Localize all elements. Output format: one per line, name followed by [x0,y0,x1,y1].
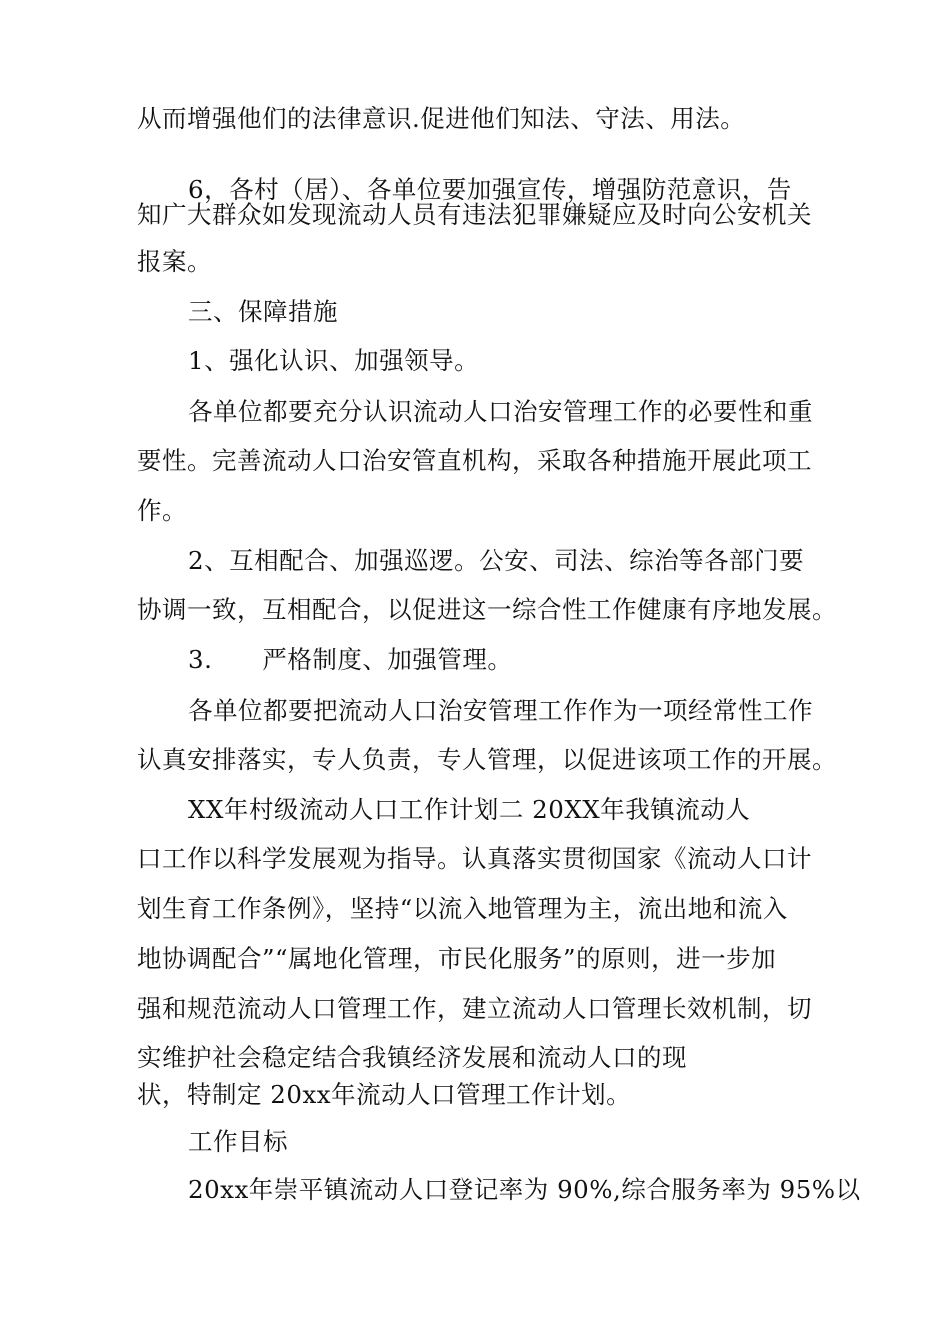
text-line: 从而增强他们的法律意识.促进他们知法、守法、用法。 [137,104,746,133]
text-line: 认真安排落实，专人负责，专人管理，以促进该项工作的开展。 [137,745,837,774]
text-line: 6，各村（居）、各单位要加强宣传，增强防范意识，告 [188,175,792,204]
subsection-heading: 2、互相配合、加强巡逻。公安、司法、综治等各部门要 [188,546,805,575]
text-line: 协调一致，互相配合，以促进这一综合性工作健康有序地发展。 [137,595,837,624]
text-line: 20xx年崇平镇流动人口登记率为 90%,综合服务率为 95%以 [188,1175,861,1204]
text-line: 口工作以科学发展观为指导。认真落实贯彻国家《流动人口计 [137,844,812,873]
text-line: 地协调配合”“属地化管理，市民化服务”的原则，进一步加 [137,944,777,973]
section-heading: 工作目标 [188,1127,288,1156]
text-line: 要性。完善流动人口治安管直机构，采取各种措施开展此项工 [137,446,812,475]
text-line: 报案。 [137,247,212,276]
text-line: 实维护社会稳定结合我镇经济发展和流动人口的现 [137,1043,687,1072]
text-line: 状，特制定 20xx年流动人口管理工作计划。 [137,1080,632,1109]
text-line: 知广大群众如发现流动人员有违法犯罪嫌疑应及时向公安机关 [137,200,812,229]
text-line: XX年村级流动人口工作计划二 20XX年我镇流动人 [188,795,751,824]
text-line: 各单位都要把流动人口治安管理工作作为一项经常性工作 [188,696,813,725]
subsection-heading: 1、强化认识、加强领导。 [188,346,480,375]
subsection-heading: 3. 严格制度、加强管理。 [188,645,513,674]
text-line: 作。 [137,496,187,525]
section-heading: 三、保障措施 [188,297,338,326]
text-line: 各单位都要充分认识流动人口治安管理工作的必要性和重 [188,397,813,426]
text-line: 强和规范流动人口管理工作，建立流动人口管理长效机制，切 [137,994,812,1023]
text-line: 划生育工作条例》，坚持“以流入地管理为主，流出地和流入 [137,894,788,923]
